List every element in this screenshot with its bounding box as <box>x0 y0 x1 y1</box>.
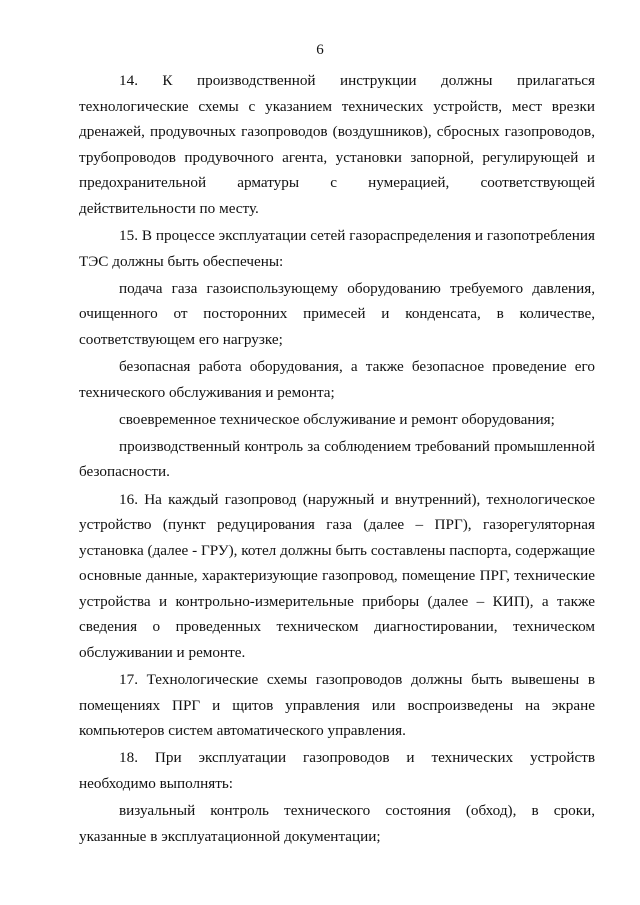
paragraph-item-15: 15. В процессе эксплуатации сетей газораспределения и газопотребления ТЭС должны быть обеспечены: <box>79 227 595 270</box>
list-item-safe-operation: безопасная работа оборудования, а также безопасное проведение его технического обслуживания и ремонта; <box>79 358 595 401</box>
list-item-production-control: производственный контроль за соблюдением требований промышленной безопасности. <box>79 437 595 481</box>
paragraph-item-16: 16. На каждый газопровод (наружный и внутренний), технологическое устройство (пункт редуцирования газа (далее – ПРГ), газорегуляторная установка (далее - ГРУ), котел должны быть составлены паспорта, содержащие основные данные, характеризующие газопровод, помещение ПРГ, технические устройства и контрольно-измерительные приборы (далее – КИП), а также сведения о проведенных техническом диагностировании, техническом обслуживании и ремонте. <box>79 490 595 662</box>
list-item-visual-control: визуальный контроль технического состояния (обход), в сроки, указанные в эксплуатационной документации; <box>79 802 595 845</box>
paragraph-item-17: 17. Технологические схемы газопроводов должны быть вывешены в помещениях ПРГ и щитов управления или воспроизведены на экране компьютеров систем автоматического управления. <box>79 671 595 740</box>
paragraph-item-18: 18. При эксплуатации газопроводов и технических устройств необходимо выполнять: <box>79 749 595 793</box>
list-item-maintenance: своевременное техническое обслуживание и ремонт оборудования; <box>119 410 555 428</box>
paragraph-item-14: 14. К производственной инструкции должны прилагаться технологические схемы с указанием технических устройств, мест врезки дренажей, продувочных газопроводов (воздушников), сбросных газопроводов, трубопроводов продувочного агента, установки запорной, регулирующей и предохранительной арматуры с нумерацией, соответствующей действительности по месту. <box>79 72 595 217</box>
list-item-gas-supply: подача газа газоиспользующему оборудованию требуемого давления, очищенного от посторонних примесей и конденсата, в количестве, соответствующем его нагрузке; <box>79 279 595 348</box>
document-body <box>79 68 595 849</box>
page-number: 6 <box>316 42 324 58</box>
